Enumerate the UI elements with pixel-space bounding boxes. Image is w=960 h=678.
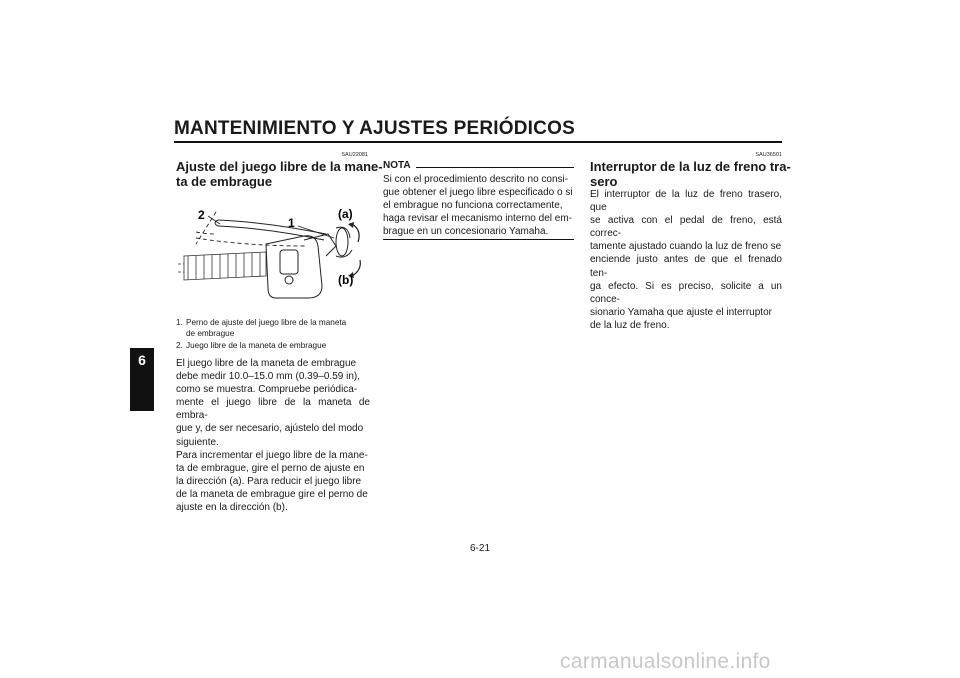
text-line: ajuste en la dirección (b). [176, 502, 288, 514]
text-line: ta de embrague, gire el perno de ajuste en [176, 462, 365, 474]
text-line: tamente ajustado cuando la luz de freno se [590, 241, 782, 253]
arrow-a-head [348, 222, 354, 228]
right-body-text [590, 188, 782, 332]
text-line: brague en un concesionario Yamaha. [383, 226, 549, 238]
clutch-lever-figure [176, 194, 376, 309]
right-section-code: SAU36501 [755, 152, 782, 158]
left-title-line1: Ajuste del juego libre de la mane- [176, 159, 383, 174]
chapter-tab: 6 [130, 348, 154, 411]
page-number: 6-21 [469, 543, 490, 554]
text-line: sionario Yamaha que ajuste el interruptor [590, 306, 772, 318]
nota-label: NOTA [383, 160, 411, 171]
figure-label-2: 2 [198, 208, 205, 222]
text-line: gue obtener el juego libre especificado o si [383, 187, 573, 199]
figure-captions [176, 318, 376, 352]
text-line: El juego libre de la maneta de embrague [176, 358, 357, 369]
text-line: enciende justo antes de que el frenado ten- [590, 254, 782, 279]
lever-housing-drawing [266, 227, 352, 298]
text-line: se activa con el pedal de freno, está correc- [590, 215, 782, 240]
caption-num: 2. [176, 341, 183, 350]
text-line: El interruptor de la luz de freno trasero, que [590, 189, 782, 214]
header-rule [174, 141, 782, 143]
nota-top-rule [416, 167, 574, 168]
nota-body [383, 173, 575, 238]
caption-text: de embrague [186, 328, 235, 338]
text-line: debe medir 10.0–15.0 mm (0.39–0.59 in), [176, 371, 360, 383]
left-section-code: SAU22081 [341, 152, 368, 158]
nota-bottom-rule [383, 239, 574, 240]
text-line: la dirección (a). Para reducir el juego libre [176, 475, 362, 487]
figure-label-a: (a) [338, 207, 353, 221]
paragraph-1 [176, 357, 370, 449]
figure-label-1: 1 [288, 216, 295, 230]
handlebar-grip-drawing [178, 252, 266, 280]
page-header-title: MANTENIMIENTO Y AJUSTES PERIÓDICOS [174, 118, 575, 139]
paragraph-2 [176, 449, 370, 514]
left-body-text [176, 357, 370, 514]
text-line: ga efecto. Si es preciso, solicite a un conce- [590, 280, 782, 305]
text-line: como se muestra. Compruebe periódica- [176, 384, 358, 396]
caption-item-1 [176, 318, 376, 339]
caption-text: Juego libre de la maneta de embrague [186, 341, 327, 350]
left-section-title [176, 159, 383, 189]
text-line: de la maneta de embrague gire el perno de [176, 488, 368, 500]
caption-text: Perno de ajuste del juego libre de la maneta [186, 318, 347, 327]
watermark-text: carmanualsonline.info [560, 650, 771, 673]
text-line: mente el juego libre de la maneta de embra- [176, 397, 370, 422]
direction-arrows-drawing [352, 224, 360, 276]
text-line: Si con el procedimiento descrito no consi- [383, 174, 569, 185]
right-title-line2: sero [590, 174, 618, 189]
caption-item-2 [176, 341, 376, 352]
text-line: el embrague no funciona correctamente, [383, 200, 563, 212]
right-section-title [590, 159, 791, 189]
figure-label-b: (b) [338, 273, 354, 287]
text-line: gue y, de ser necesario, ajústelo del modo [176, 423, 364, 435]
text-line: Para incrementar el juego libre de la mane- [176, 449, 368, 461]
text-line: de la luz de freno. [590, 319, 670, 331]
caption-num: 1. [176, 318, 183, 327]
text-line: siguiente. [176, 436, 219, 448]
left-title-line2: ta de embrague [176, 174, 273, 189]
right-title-line1: Interruptor de la luz de freno tra- [590, 159, 791, 174]
text-line: haga revisar el mecanismo interno del em- [383, 213, 572, 225]
